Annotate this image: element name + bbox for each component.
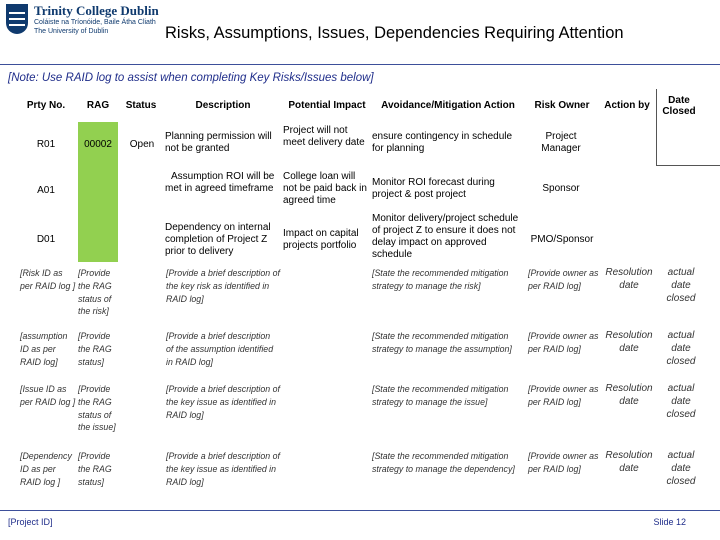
grid-line: [656, 89, 657, 165]
grid-line: [656, 165, 720, 166]
row2-impact: College loan will not be paid back in agreed time: [283, 171, 367, 206]
row4-rag: [Provide the RAG status of the risk]: [78, 268, 112, 317]
header-avoidance: Avoidance/Mitigation Action: [381, 100, 515, 111]
row2-owner: Sponsor: [542, 183, 580, 194]
row5-avoidance: [State the recommended mitigation strategy to manage the assumption]: [372, 331, 512, 354]
row5-owner: [Provide owner as per RAID log]: [528, 331, 599, 354]
row6-action-by: Resolution date: [605, 383, 653, 407]
header-date-closed: Date Closed: [662, 95, 696, 117]
header-impact: Potential Impact: [288, 100, 366, 111]
row7-prty: [Dependency ID as per RAID log ]: [20, 451, 72, 487]
row2-prty: A01: [37, 185, 55, 196]
row7-action-by: Resolution date: [605, 450, 653, 474]
row5-description: [Provide a brief description of the assumption identified in RAID log]: [166, 331, 274, 367]
row4-description: [Provide a brief description of the key risk as identified in RAID log]: [166, 268, 280, 304]
row4-avoidance: [State the recommended mitigation strategy to manage the risk]: [372, 268, 509, 291]
row4-owner: [Provide owner as per RAID log]: [528, 268, 599, 291]
row4-prty: [Risk ID as per RAID log ]: [20, 268, 76, 291]
row3-impact: Impact on capital projects portfolio: [283, 228, 359, 251]
row3-owner: PMO/Sponsor: [530, 234, 594, 245]
row5-action-by: Resolution date: [605, 330, 653, 354]
row7-date-closed: actual date closed: [666, 450, 696, 487]
slide-number: Slide 12: [653, 517, 686, 527]
row1-prty: R01: [36, 139, 56, 150]
row6-avoidance: [State the recommended mitigation strategy to manage the issue]: [372, 384, 509, 407]
header-prty: Prty No.: [26, 100, 66, 111]
header-description: Description: [195, 100, 251, 111]
row1-impact: Project will not meet delivery date: [283, 125, 365, 148]
logo-subtitle: The University of Dublin: [34, 28, 109, 35]
row7-owner: [Provide owner as per RAID log]: [528, 451, 599, 474]
row1-rag: 00002: [84, 139, 112, 150]
row7-description: [Provide a brief description of the key issue as identified in RAID log]: [166, 451, 280, 487]
header-owner: Risk Owner: [534, 100, 590, 111]
row5-rag: [Provide the RAG status]: [78, 331, 112, 367]
row7-rag: [Provide the RAG status]: [78, 451, 112, 487]
bottom-divider: [0, 510, 720, 511]
header-rag: RAG: [86, 100, 110, 111]
page-title: Risks, Assumptions, Issues, Dependencies Requiring Attention: [165, 24, 624, 42]
raid-note: [Note: Use RAID log to assist when completing Key Risks/Issues below]: [8, 72, 374, 84]
tcd-logo: [2, 2, 162, 44]
top-divider: [0, 64, 720, 65]
row6-date-closed: actual date closed: [666, 383, 696, 420]
row3-avoidance: Monitor delivery/project schedule of project Z to ensure it does not delay impact on approved schedule: [372, 213, 519, 260]
row5-prty: [assumption ID as per RAID log]: [20, 331, 68, 367]
row1-status: Open: [129, 139, 155, 150]
row1-description: Planning permission will not be granted: [165, 131, 272, 154]
row1-owner: Project Manager: [541, 131, 581, 154]
row6-owner: [Provide owner as per RAID log]: [528, 384, 599, 407]
row7-avoidance: [State the recommended mitigation strategy to manage the dependency]: [372, 451, 515, 474]
logo-name: Trinity College Dublin: [34, 3, 159, 18]
footer-project-id: [Project ID]: [8, 517, 53, 527]
logo-irish-name: Coláiste na Tríonóide, Baile Átha Cliath: [34, 19, 156, 26]
row3-description: Dependency on internal completion of Project Z prior to delivery: [165, 222, 271, 257]
header-status: Status: [125, 100, 157, 111]
row6-prty: [Issue ID as per RAID log ]: [20, 384, 76, 407]
row2-description: Assumption ROI will be met in agreed timeframe: [165, 171, 275, 194]
crest-icon: [6, 4, 28, 34]
row5-date-closed: actual date closed: [666, 330, 696, 367]
row6-rag: [Provide the RAG status of the issue]: [78, 384, 116, 433]
row2-avoidance: Monitor ROI forecast during project & post project: [372, 177, 495, 200]
row4-date-closed: actual date closed: [666, 267, 696, 304]
header-action-by: Action by: [604, 100, 650, 111]
row4-action-by: Resolution date: [605, 267, 653, 291]
row3-prty: D01: [36, 234, 56, 245]
row6-description: [Provide a brief description of the key issue as identified in RAID log]: [166, 384, 280, 420]
row1-avoidance: ensure contingency in schedule for planning: [372, 131, 513, 154]
